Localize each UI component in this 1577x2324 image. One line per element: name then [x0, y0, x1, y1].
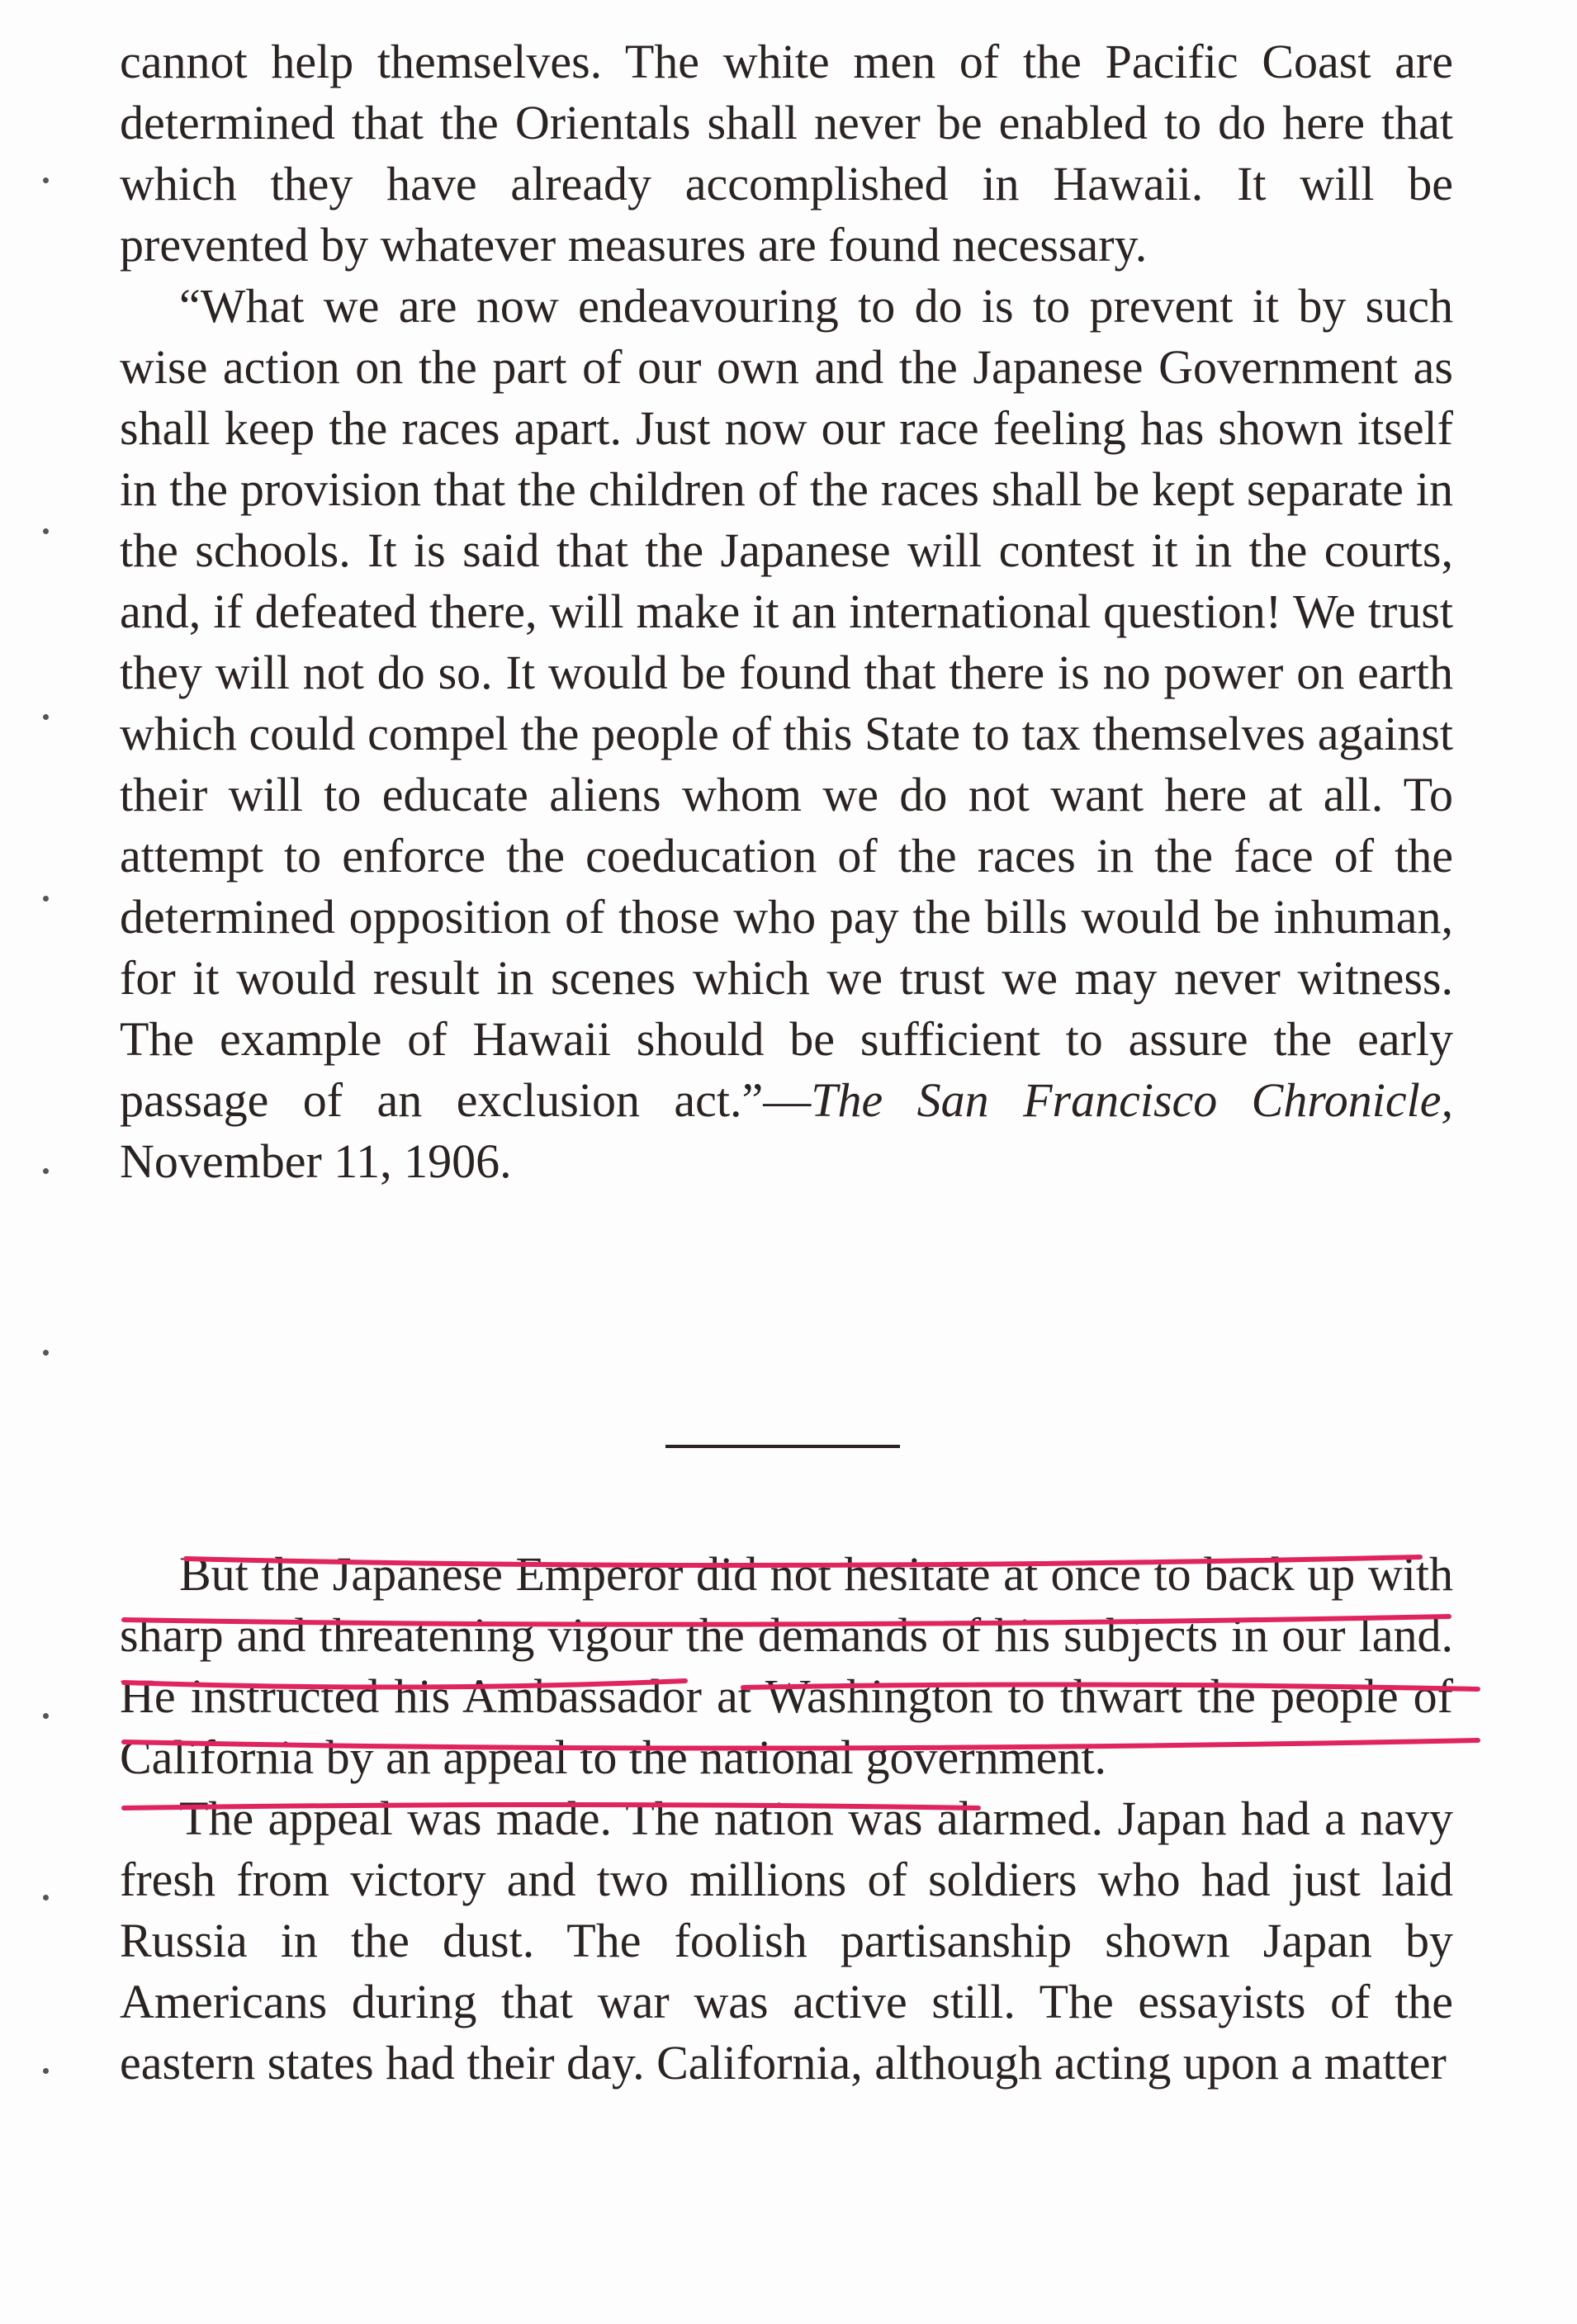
citation-source: The San Francisco Chronicle, [811, 1073, 1454, 1127]
margin-speck [43, 1713, 49, 1719]
margin-speck [43, 896, 49, 902]
quoted-passage [120, 31, 1453, 1192]
margin-speck [43, 1895, 49, 1900]
citation-date: November 11, 1906. [120, 1134, 512, 1188]
margin-speck [43, 1350, 49, 1356]
paragraph-highlighted: But the Japanese Emperor did not hesitate at once to back up with sharp and threatening vigour the demands of his subjects in our land. He instructed his Ambassador at Washington to thwart the people of California by an appeal to the national government. [120, 1547, 1453, 1784]
margin-speck [43, 1168, 49, 1174]
margin-speck [43, 714, 49, 720]
paragraph-quote [120, 276, 1453, 1192]
paragraph-final: The appeal was made. The nation was alarmed. Japan had a navy fresh from victory and two millions of soldiers who had just laid Russia in the dust. The foolish partisanship shown Japan by Americans during that war was active still. The essayists of the eastern states had their day. California, although acting upon a matter [120, 1792, 1453, 2090]
paragraph-continuation: cannot help themselves. The white men of the Pacific Coast are determined that the Orientals shall never be enabled to do here that which they have already accomplished in Hawaii. It will be prevented by whatever measures are found necessary. [120, 35, 1453, 272]
quote-text: “What we are now endeavouring to do is to prevent it by such wise action on the part of our own and the Japanese Government as shall keep the races apart. Just now our race feeling has shown itself in the provision that the children of the races shall be kept separate in the schools. It is said that the Japanese will contest it in the courts, and, if defeated there, will make it an international question! We trust they will not do so. It would be found that there is no power on earth which could compel the people of this State to tax themselves against their will to educate aliens whom we do not want here at all. To attempt to enforce the coeducation of the races in the face of the determined opposition of those who pay the bills would be inhuman, for it would result in scenes which we trust we may never witness. The example of Hawaii should be sufficient to assure the early passage of an exclusion act.”— [120, 279, 1453, 1127]
margin-speck [43, 528, 49, 534]
closing-passage [120, 1788, 1453, 2094]
section-divider-rule [665, 1445, 900, 1448]
highlighted-passage [120, 1544, 1453, 1788]
margin-speck [43, 2068, 49, 2074]
margin-speck [43, 177, 49, 183]
